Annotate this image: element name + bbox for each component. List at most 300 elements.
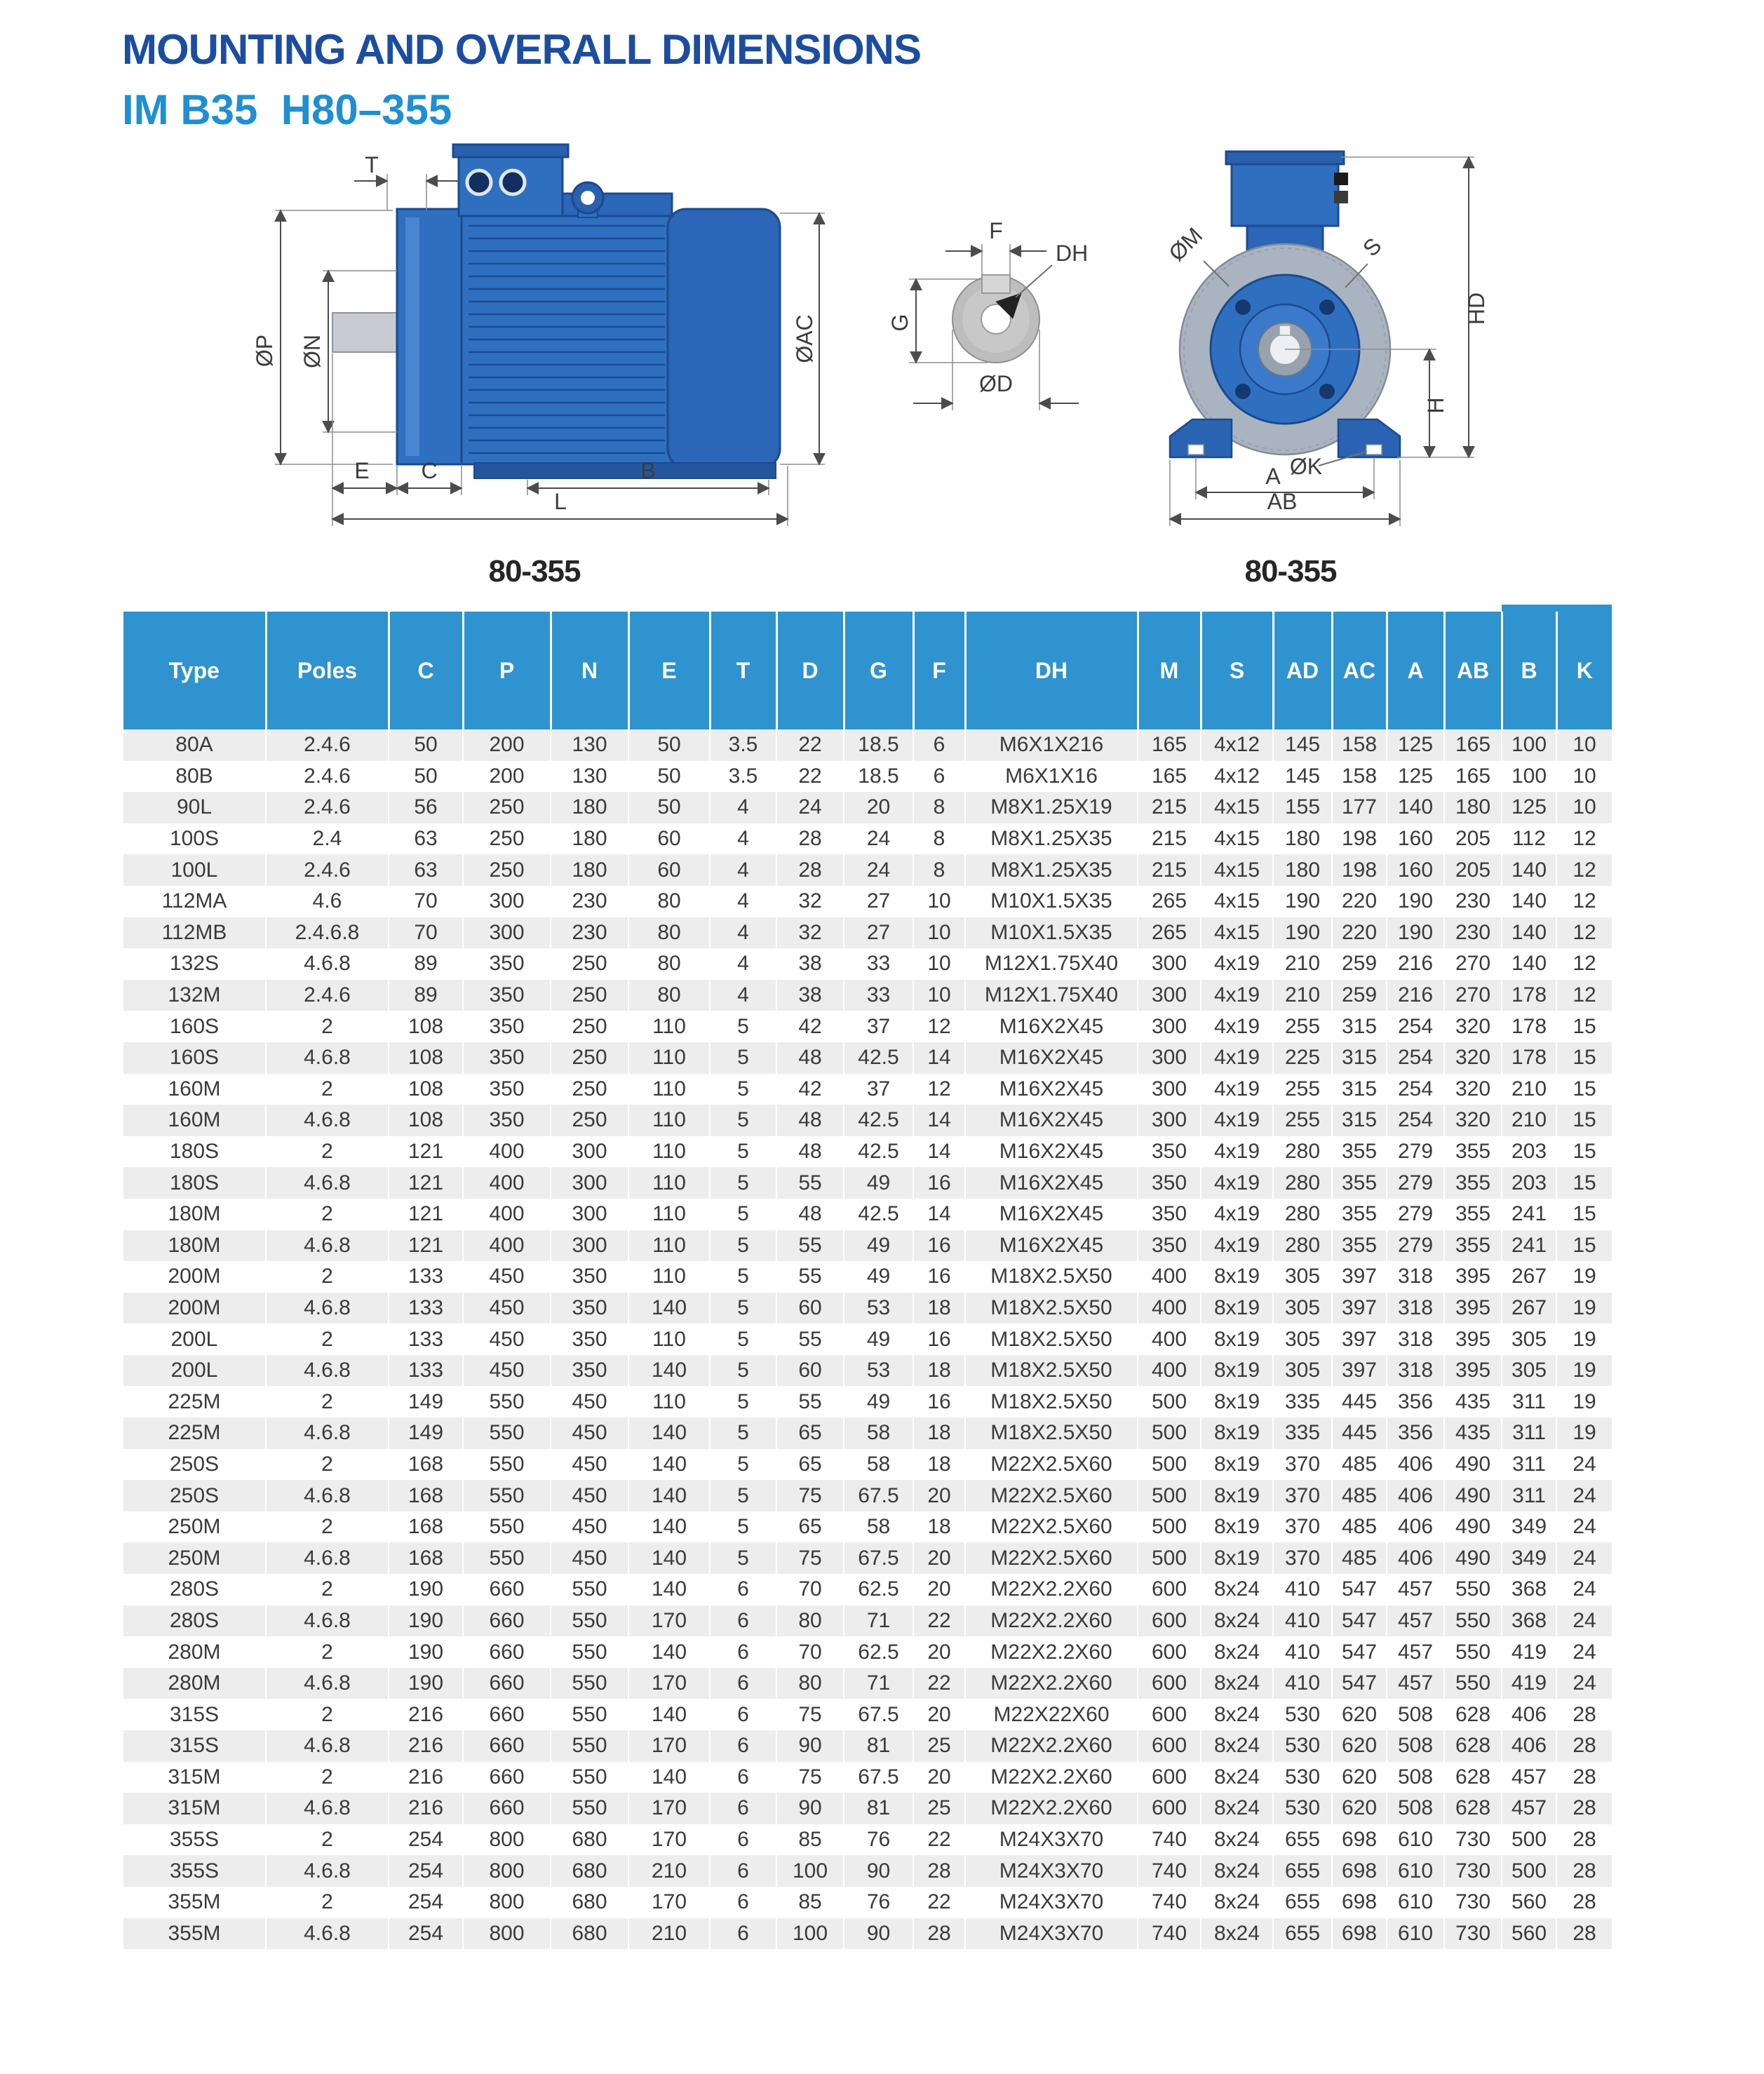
column-header: P [463,612,551,729]
cable-gland-hole [501,170,525,194]
table-cell: 42 [776,1011,844,1042]
table-cell: 4 [710,980,776,1011]
table-cell: M24X3X70 [965,1887,1138,1918]
table-cell: 210 [628,1855,710,1887]
table-cell: 660 [463,1730,551,1762]
table-cell: 140 [628,1699,710,1730]
table-cell: 740 [1138,1887,1201,1918]
table-cell: 350 [551,1261,628,1293]
table-cell: 457 [1502,1793,1556,1824]
table-cell: 170 [628,1668,710,1699]
table-row [123,1793,1612,1824]
table-cell: 620 [1332,1730,1387,1762]
table-cell: 220 [1332,886,1387,917]
table-cell: 500 [1138,1542,1201,1574]
table-cell: 410 [1273,1668,1332,1699]
table-cell: 18 [913,1418,965,1449]
table-cell: 680 [551,1855,628,1887]
table-cell: 255 [1273,1074,1332,1105]
table-cell: 12 [1556,886,1612,917]
table-cell: 140 [628,1511,710,1543]
connector-block [1334,173,1348,185]
table-cell: 210 [628,1918,710,1950]
table-cell: 140 [628,1762,710,1793]
table-cell: 4x15 [1201,823,1273,855]
table-cell: 200M [168,1265,221,1288]
table-cell: 2.4.6 [266,980,389,1011]
table-row [123,1261,1612,1293]
table-cell: 158 [1332,761,1387,793]
table-cell: 4x12 [1201,761,1273,793]
table-cell: 67.5 [844,1762,913,1793]
table-cell: 110 [628,1324,710,1355]
table-cell: 5 [710,1074,776,1105]
table-row [123,948,1612,980]
table-cell: 254 [389,1855,463,1887]
table-cell: 660 [463,1668,551,1699]
table-cell: 200L [170,1359,218,1382]
table-cell: 6 [710,1636,776,1668]
table-cell: 5 [710,1511,776,1543]
table-cell: 22 [776,761,844,793]
table-cell: 190 [389,1574,463,1605]
motor-shaft [332,313,400,352]
table-cell: 530 [1273,1793,1332,1824]
table-cell: M16X2X45 [965,1136,1138,1168]
table-cell: 210 [1273,980,1332,1011]
table-cell: 2 [266,1511,389,1543]
table-cell: M8X1.25X35 [965,823,1138,855]
table-cell: 410 [1273,1574,1332,1605]
table-cell: 370 [1273,1449,1332,1481]
table-cell: 800 [463,1824,551,1856]
table-cell: 397 [1332,1355,1387,1387]
table-cell: 42.5 [844,1136,913,1168]
table-cell: 10 [913,948,965,980]
table-cell: 400 [1138,1293,1201,1324]
table-cell: 110 [628,1199,710,1230]
table-cell: 254 [1387,1011,1444,1042]
dim-label-N: ØN [299,335,325,368]
table-cell: 500 [1502,1824,1556,1856]
front-view-diagram [1164,151,1489,526]
table-cell: 110 [628,1167,710,1199]
table-cell: 4 [710,917,776,949]
column-header: AC [1332,612,1387,729]
table-cell: 190 [1387,917,1444,949]
table-cell: 280S [169,1577,220,1601]
column-header: Type [123,612,266,729]
table-row [123,1011,1612,1042]
table-cell: 300 [1138,1074,1201,1105]
table-cell: 8 [913,823,965,855]
table-cell: 71 [844,1605,913,1637]
table-cell: 24 [1556,1605,1612,1637]
table-cell: 600 [1138,1605,1201,1637]
table-cell: 4x19 [1201,1042,1273,1074]
table-cell: 28 [1556,1824,1612,1856]
table-cell: 4.6.8 [266,1605,389,1637]
table-cell: 395 [1444,1324,1502,1355]
table-row [123,1855,1612,1887]
table-cell: 550 [463,1511,551,1543]
table-cell: 355 [1444,1167,1502,1199]
table-cell: 28 [913,1918,965,1950]
table-cell: 250S [169,1452,220,1476]
table-cell: 160S [169,1014,220,1038]
table-cell: 180M [168,1202,221,1226]
dim-label-F: F [989,218,1003,243]
table-cell: 25 [913,1793,965,1824]
table-cell: 81 [844,1793,913,1824]
table-cell: 2 [266,1386,389,1418]
flange-hole [1319,384,1335,399]
table-cell: 320 [1444,1074,1502,1105]
table-cell: 198 [1332,854,1387,886]
table-cell: 140 [628,1449,710,1481]
table-cell: 315 [1332,1042,1387,1074]
table-cell: 100 [1502,761,1556,793]
table-cell: 110 [628,1386,710,1418]
table-cell: 550 [463,1480,551,1511]
table-cell: 350 [551,1293,628,1324]
table-cell: 500 [1138,1386,1201,1418]
table-cell: 200M [168,1295,221,1319]
table-cell: 48 [776,1136,844,1168]
table-cell: 6 [913,729,965,761]
table-cell: 18.5 [844,729,913,761]
table-cell: 215 [1138,854,1201,886]
table-cell: 600 [1138,1730,1201,1762]
table-cell: 22 [913,1605,965,1637]
table-cell: 8x19 [1201,1480,1273,1511]
table-cell: 55 [776,1261,844,1293]
table-cell: 2.4.6 [266,761,389,793]
table-cell: 18 [913,1511,965,1543]
table-cell: 112MB [161,920,227,944]
table-cell: M22X2.2X60 [965,1636,1138,1668]
table-cell: 8x24 [1201,1605,1273,1637]
table-cell: 419 [1502,1636,1556,1668]
table-cell: 550 [551,1605,628,1637]
table-cell: 400 [463,1136,551,1168]
table-cell: 600 [1138,1668,1201,1699]
table-cell: 28 [1556,1793,1612,1824]
table-cell: 350 [551,1324,628,1355]
column-header: Poles [266,612,389,729]
table-cell: 490 [1444,1511,1502,1543]
table-cell: 419 [1502,1668,1556,1699]
table-cell: 530 [1273,1730,1332,1762]
table-cell: 355M [168,1921,221,1945]
table-cell: 500 [1138,1449,1201,1481]
terminal-box-lid [453,144,568,157]
table-cell: 267 [1502,1261,1556,1293]
table-cell: 165 [1138,729,1201,761]
table-cell: 250S [169,1483,220,1507]
column-header: DH [965,612,1138,729]
table-row [123,1636,1612,1668]
table-cell: 53 [844,1355,913,1387]
table-cell: 25 [913,1730,965,1762]
table-cell: 178 [1502,1042,1556,1074]
table-cell: 5 [710,1324,776,1355]
table-cell: 12 [1556,917,1612,949]
table-cell: 500 [1138,1418,1201,1449]
dim-label-S: S [1357,232,1387,262]
table-cell: 4x19 [1201,1230,1273,1262]
table-cell: 4x19 [1201,1199,1273,1230]
table-cell: 90 [776,1793,844,1824]
table-cell: M16X2X45 [965,1230,1138,1262]
table-cell: 457 [1387,1668,1444,1699]
table-cell: 370 [1273,1480,1332,1511]
table-cell: M18X2.5X50 [965,1293,1138,1324]
table-cell: 315M [168,1796,221,1820]
table-header [123,612,1612,729]
table-cell: 158 [1332,729,1387,761]
column-header: M [1138,612,1201,729]
table-cell: 4x15 [1201,854,1273,886]
table-cell: 406 [1387,1480,1444,1511]
table-cell: 50 [628,761,710,793]
table-cell: 42.5 [844,1105,913,1136]
table-cell: 450 [551,1449,628,1481]
table-cell: 400 [1138,1324,1201,1355]
dim-label-K: ØK [1289,454,1323,479]
table-cell: 547 [1332,1605,1387,1637]
table-cell: M18X2.5X50 [965,1386,1138,1418]
table-cell: 2 [266,1762,389,1793]
table-cell: 2.4.6 [266,854,389,886]
table-cell: 160M [168,1077,221,1100]
table-cell: 4x19 [1201,948,1273,980]
table-cell: 20 [913,1574,965,1605]
table-cell: 49 [844,1386,913,1418]
table-cell: 48 [776,1105,844,1136]
table-cell: 435 [1444,1418,1502,1449]
table-cell: 698 [1332,1887,1387,1918]
table-cell: 2 [266,1199,389,1230]
table-cell: 180M [168,1233,221,1257]
table-cell: 530 [1273,1699,1332,1730]
table-cell: 6 [710,1793,776,1824]
table-cell: 130 [551,729,628,761]
table-cell: 280M [168,1640,221,1664]
column-header: AB [1444,612,1502,729]
table-cell: 485 [1332,1511,1387,1543]
table-cell: 241 [1502,1199,1556,1230]
table-cell: 160 [1387,854,1444,886]
table-cell: 4.6.8 [266,1542,389,1574]
table-cell: 22 [913,1824,965,1856]
table-cell: 255 [1273,1105,1332,1136]
table-cell: 250 [463,854,551,886]
table-cell: 203 [1502,1136,1556,1168]
table-row [123,1542,1612,1574]
table-cell: 149 [389,1418,463,1449]
table-cell: 55 [776,1386,844,1418]
table-cell: 318 [1387,1261,1444,1293]
table-cell: 20 [913,1542,965,1574]
table-cell: 628 [1444,1730,1502,1762]
table-cell: 89 [389,948,463,980]
terminal-box-lid-front [1226,151,1344,164]
table-cell: 547 [1332,1574,1387,1605]
table-cell: 4.6.8 [266,1230,389,1262]
table-cell: 38 [776,980,844,1011]
table-cell: 660 [463,1605,551,1637]
table-cell: M22X2.2X60 [965,1668,1138,1699]
table-cell: M22X2.2X60 [965,1605,1138,1637]
table-cell: 349 [1502,1511,1556,1543]
table-cell: 4x15 [1201,917,1273,949]
table-cell: 450 [463,1355,551,1387]
table-cell: 50 [389,761,463,793]
table-cell: 4 [710,948,776,980]
table-cell: 24 [1556,1668,1612,1699]
table-cell: 800 [463,1855,551,1887]
table-cell: 27 [844,886,913,917]
table-cell: 60 [776,1355,844,1387]
table-cell: 250 [463,823,551,855]
table-cell: 190 [389,1636,463,1668]
table-cell: 50 [389,729,463,761]
table-cell: 406 [1387,1511,1444,1543]
table-cell: 140 [628,1355,710,1387]
table-cell: 145 [1273,761,1332,793]
table-cell: 450 [551,1542,628,1574]
table-cell: 2 [266,1699,389,1730]
table-cell: 19 [1556,1355,1612,1387]
table-cell: 4 [710,792,776,823]
table-cell: 24 [844,854,913,886]
table-cell: 49 [844,1324,913,1355]
table-cell: 140 [628,1480,710,1511]
table-cell: 450 [463,1324,551,1355]
table-cell: 121 [389,1199,463,1230]
table-cell: M6X1X16 [965,761,1138,793]
column-header: B [1502,612,1556,729]
table-cell: 33 [844,948,913,980]
table-cell: 80A [175,733,213,757]
table-row [123,1887,1612,1918]
table-cell: 165 [1444,761,1502,793]
table-cell: 8 [913,792,965,823]
table-cell: 320 [1444,1042,1502,1074]
table-cell: 70 [776,1636,844,1668]
table-cell: 6 [710,1574,776,1605]
table-cell: 356 [1387,1418,1444,1449]
table-cell: 500 [1138,1511,1201,1543]
table-cell: 320 [1444,1105,1502,1136]
table-cell: 112MA [161,889,227,913]
flange-hole [1319,299,1335,315]
table-cell: M22X2.5X60 [965,1511,1138,1543]
table-cell: 5 [710,1355,776,1387]
table-cell: 216 [389,1793,463,1824]
table-cell: 210 [1502,1105,1556,1136]
table-cell: 24 [1556,1511,1612,1543]
table-cell: 140 [628,1542,710,1574]
table-cell: 500 [1138,1480,1201,1511]
table-cell: 216 [389,1699,463,1730]
table-cell: 550 [1444,1636,1502,1668]
table-cell: 270 [1444,980,1502,1011]
table-cell: 62.5 [844,1574,913,1605]
table-cell: M22X2.2X60 [965,1574,1138,1605]
table-cell: 70 [389,917,463,949]
table-row [123,980,1612,1011]
table-cell: 410 [1273,1636,1332,1668]
table-cell: 279 [1387,1167,1444,1199]
table-cell: 225M [168,1389,221,1413]
table-cell: 160S [169,1046,220,1070]
table-cell: 2 [266,1887,389,1918]
table-cell: 259 [1332,948,1387,980]
table-cell: 279 [1387,1199,1444,1230]
flange-hole [1235,299,1251,315]
table-cell: 108 [389,1011,463,1042]
table-cell: M24X3X70 [965,1918,1138,1950]
table-cell: 70 [389,886,463,917]
table-cell: 10 [1556,729,1612,761]
table-cell: 24 [1556,1480,1612,1511]
table-cell: 4.6.8 [266,1730,389,1762]
table-cell: 6 [710,1730,776,1762]
table-cell: 270 [1444,948,1502,980]
table-cell: 16 [913,1386,965,1418]
table-cell: 80 [628,917,710,949]
table-cell: M22X2.5X60 [965,1480,1138,1511]
table-cell: 60 [628,854,710,886]
table-cell: 311 [1502,1386,1556,1418]
table-cell: 24 [1556,1636,1612,1668]
table-cell: 485 [1332,1480,1387,1511]
table-row [123,1824,1612,1856]
table-cell: 445 [1332,1386,1387,1418]
table-cell: 18 [913,1293,965,1324]
table-cell: 22 [776,729,844,761]
side-view-diagram [252,144,825,526]
table-cell: 280 [1273,1199,1332,1230]
table-row [123,1730,1612,1762]
table-cell: 15 [1556,1199,1612,1230]
table-cell: 65 [776,1511,844,1543]
table-cell: 63 [389,823,463,855]
table-cell: 508 [1387,1699,1444,1730]
table-cell: 58 [844,1449,913,1481]
table-cell: 5 [710,1449,776,1481]
table-cell: 680 [551,1824,628,1856]
table-cell: 67.5 [844,1699,913,1730]
table-cell: 49 [844,1230,913,1262]
table-cell: 71 [844,1668,913,1699]
keyway-front [1279,325,1291,335]
dim-label-E: E [354,458,370,483]
table-cell: M16X2X45 [965,1105,1138,1136]
table-row [123,823,1612,855]
table-cell: 49 [844,1261,913,1293]
table-cell: 397 [1332,1261,1387,1293]
dim-label-H: H [1423,397,1448,414]
table-cell: 550 [463,1449,551,1481]
table-cell: 4.6.8 [266,1105,389,1136]
table-cell: 60 [628,823,710,855]
table-cell: 180 [551,854,628,886]
table-cell: 133 [389,1355,463,1387]
table-cell: 400 [463,1199,551,1230]
